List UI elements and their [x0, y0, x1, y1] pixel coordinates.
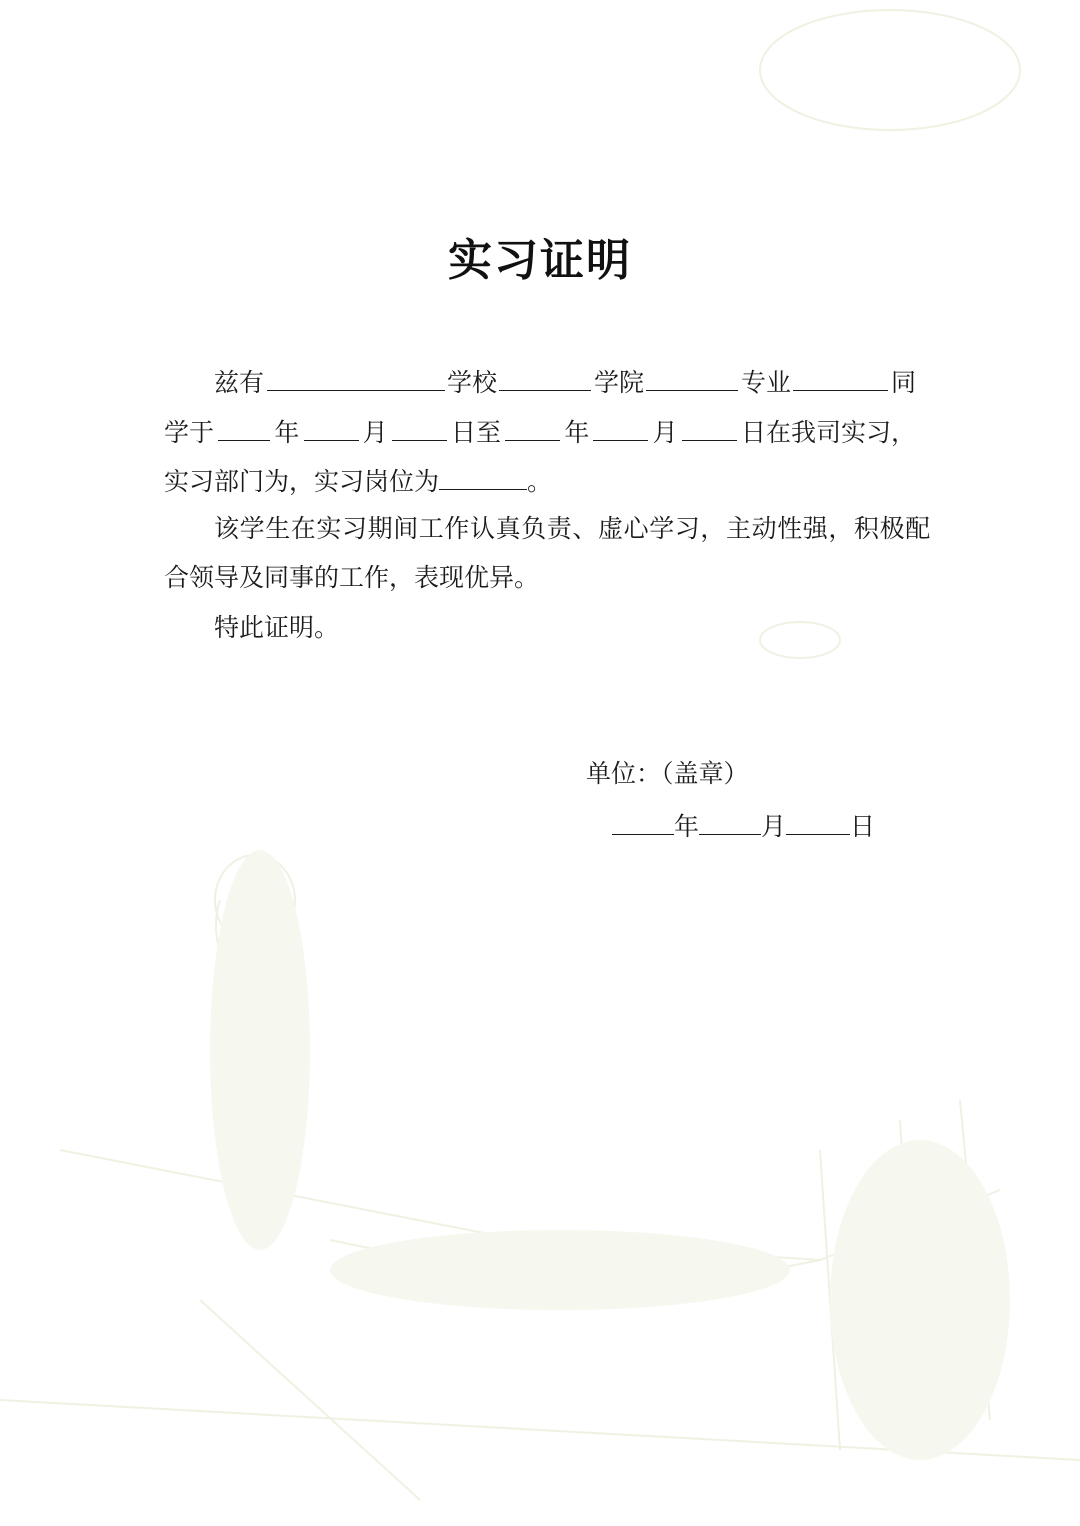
- position-blank[interactable]: [439, 465, 527, 490]
- text-segment: 年: [274, 418, 300, 447]
- closing-statement: 特此证明。: [214, 613, 340, 642]
- end-day-blank[interactable]: [682, 416, 737, 441]
- paragraph-2-line-2: 合领导及同事的工作，表现优异。: [164, 563, 540, 592]
- text-segment: 该学生在实习期间工作认真负责、虚心学习，主动性强，积极配: [214, 514, 931, 543]
- text-segment: 月: [652, 418, 678, 447]
- school-name-blank[interactable]: [267, 366, 445, 391]
- text-segment: 兹有: [214, 368, 265, 397]
- sign-day-blank[interactable]: [786, 810, 850, 835]
- text-segment: 月: [362, 418, 388, 447]
- year-label: 年: [674, 812, 700, 841]
- text-segment: 日至: [450, 418, 501, 447]
- signature-date: [612, 810, 875, 842]
- unit-seal-label: 单位：（盖章）: [586, 759, 749, 788]
- text-segment: 日在我司实习，: [740, 418, 916, 447]
- end-month-blank[interactable]: [593, 416, 648, 441]
- day-label: 日: [850, 812, 876, 841]
- text-segment: 学院: [593, 368, 644, 397]
- sign-month-blank[interactable]: [699, 810, 761, 835]
- text-segment: 。: [527, 467, 553, 496]
- document-title: 实习证明: [448, 235, 632, 286]
- text-segment: 同: [890, 368, 916, 397]
- college-name-blank[interactable]: [499, 366, 591, 391]
- text-segment: 学于: [164, 418, 215, 447]
- start-year-blank[interactable]: [218, 416, 270, 441]
- end-year-blank[interactable]: [505, 416, 560, 441]
- text-segment: 学校: [446, 368, 497, 397]
- student-name-blank[interactable]: [793, 366, 888, 391]
- paragraph-2-line-1: [164, 514, 931, 544]
- text-segment: 专业: [740, 368, 791, 397]
- paragraph-1-line-1: [164, 366, 916, 398]
- start-day-blank[interactable]: [392, 416, 447, 441]
- text-segment: 年: [564, 418, 590, 447]
- paragraph-1-line-2: [164, 416, 916, 448]
- text-segment: 实习部门为，实习岗位为: [164, 467, 440, 496]
- major-name-blank[interactable]: [646, 366, 738, 391]
- paragraph-1-line-3: [164, 465, 552, 497]
- month-label: 月: [761, 812, 787, 841]
- start-month-blank[interactable]: [304, 416, 359, 441]
- sign-year-blank[interactable]: [612, 810, 674, 835]
